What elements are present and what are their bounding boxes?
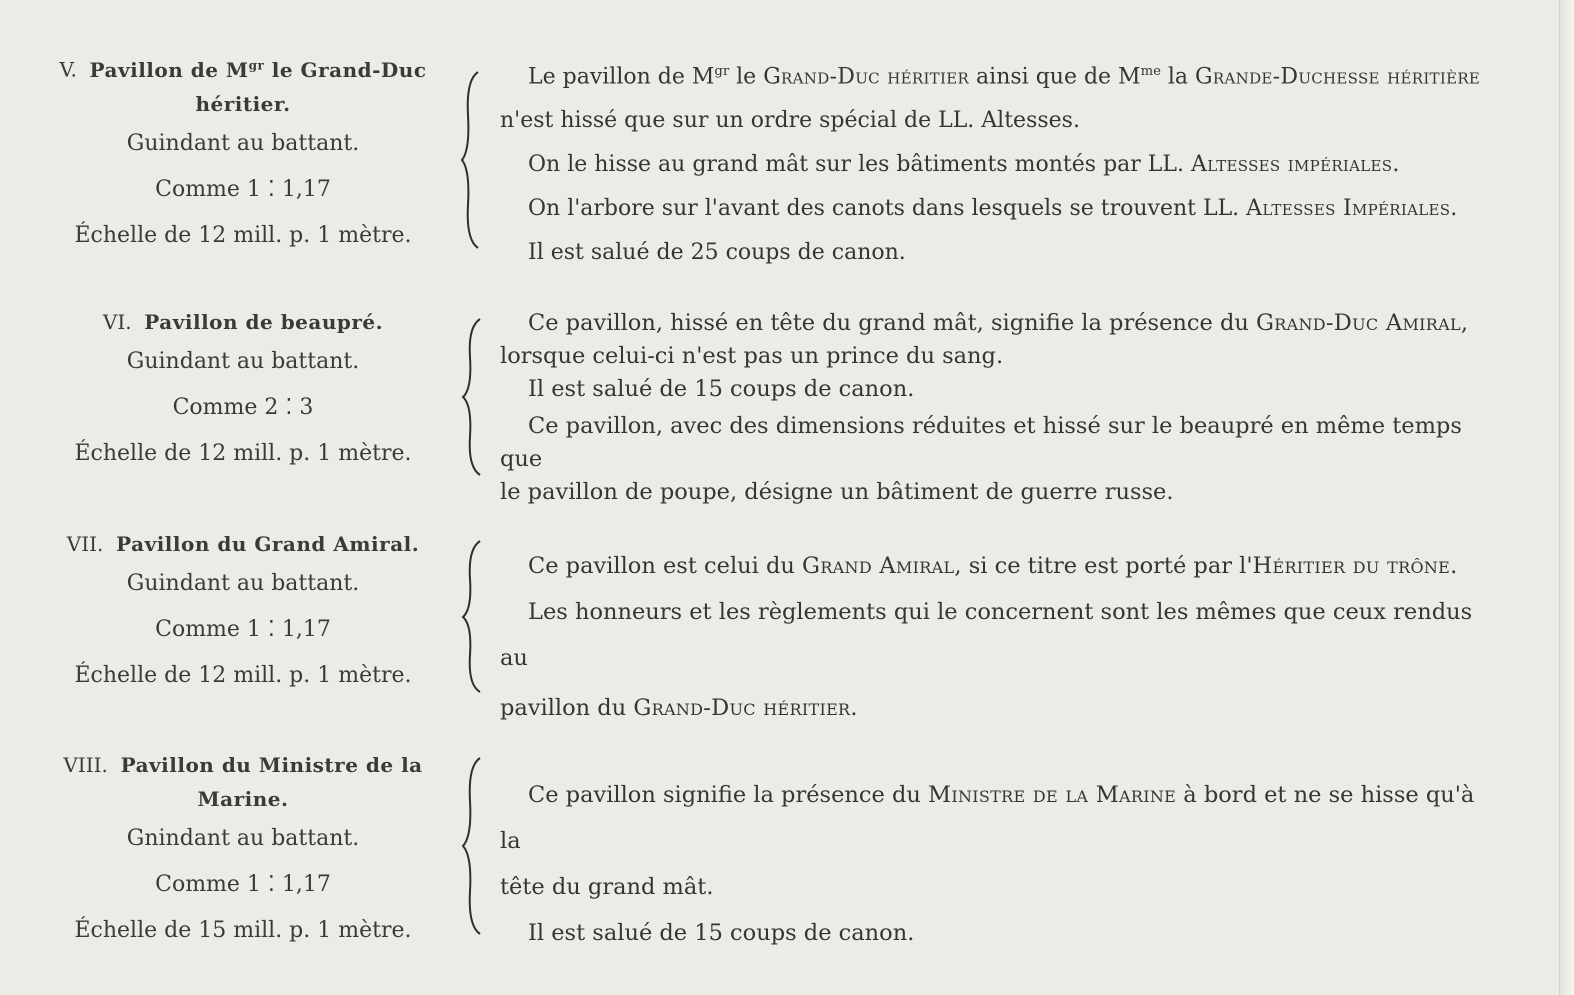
entry-vi	[0, 305, 1574, 505]
entry-vi-title: VI. Pavillon de beaupré.	[102, 310, 384, 334]
entry-vi-para-5: le pavillon de poupe, désigne un bâtiment de guerre russe.	[500, 479, 1174, 505]
entry-v-title: V. Pavillon de $M^{gr}$ le Grand-Duc	[59, 57, 427, 82]
entry-vi-caption	[28, 305, 458, 477]
entry-v-text	[500, 50, 1500, 275]
entry-viii-brace	[458, 756, 488, 936]
entry-vii-para-1: Ce pavillon est celui du Grand Amiral, si ce titre est porté par l'Héritier du trône.	[528, 553, 1458, 579]
entry-vii-title: VII. Pavillon du Grand Amiral.	[66, 532, 420, 556]
entry-viii-text	[500, 772, 1500, 956]
entry-vii-para-2: Les honneurs et les règlements qui le concernent sont les mêmes que ceux rendus au	[500, 599, 1473, 671]
entry-vi-para-3: Il est salué de 15 coups de canon.	[528, 376, 915, 402]
entry-v-brace	[458, 70, 488, 250]
entry-viii-caption	[28, 748, 458, 954]
entry-viii-ratio: Comme 1 ⁚ 1,17	[155, 872, 331, 897]
entry-v-para-2: n'est hissé que sur un ordre spécial de LL. Altesses.	[500, 108, 1080, 134]
entry-v-caption	[28, 48, 458, 259]
entry-vii-text	[500, 543, 1500, 731]
entry-vi-ratio: Comme 2 ⁚ 3	[172, 395, 314, 420]
entry-vi-para-1: Ce pavillon, hissé en tête du grand mât, signifie la présence du Grand-Duc Amiral,	[528, 310, 1469, 336]
entry-v-title-line2: héritier.	[195, 91, 291, 116]
entry-vii-para-3: pavillon du Grand-Duc héritier.	[500, 695, 858, 721]
entry-viii-title: VIII. Pavillon du Ministre de la	[63, 753, 423, 777]
entry-vii	[0, 527, 1574, 721]
entry-v-ratio: Comme 1 ⁚ 1,17	[155, 176, 331, 202]
entry-vii-ratio: Comme 1 ⁚ 1,17	[155, 617, 331, 642]
entry-v-scale: Échelle de 12 mill. p. 1 mètre.	[74, 222, 412, 248]
entry-vi-para-4: Ce pavillon, avec des dimensions réduites et hissé sur le beaupré en même temps que	[500, 413, 1462, 472]
entry-vii-caption	[28, 527, 458, 699]
entry-v-para-5: Il est salué de 25 coups de canon.	[528, 240, 906, 266]
entry-vi-guindant: Guindant au battant.	[126, 349, 360, 374]
entry-viii	[0, 748, 1574, 968]
entry-viii-scale: Échelle de 15 mill. p. 1 mètre.	[74, 918, 412, 943]
entry-v-guindant: Guindant au battant.	[126, 130, 360, 156]
entry-viii-para-3: Il est salué de 15 coups de canon.	[528, 920, 915, 946]
entry-v-para-1: Le pavillon de $M^{gr}$ le Grand-Duc héritier ainsi que de $M^{me}$ la Grande-Duchesse héritière	[528, 64, 1481, 90]
entry-vi-text	[500, 307, 1500, 509]
entry-vii-brace	[458, 539, 488, 694]
entry-vi-para-2: lorsque celui-ci n'est pas un prince du sang.	[500, 343, 1004, 369]
entry-vi-scale: Échelle de 12 mill. p. 1 mètre.	[74, 441, 412, 466]
entry-viii-guindant: Gnindant au battant.	[126, 826, 360, 851]
entry-viii-para-1: Ce pavillon signifie la présence du Ministre de la Marine à bord et ne se hisse qu'à la	[500, 782, 1475, 854]
entry-vi-brace	[458, 317, 488, 477]
entry-viii-para-2: tête du grand mât.	[500, 874, 714, 900]
entry-vii-scale: Échelle de 12 mill. p. 1 mètre.	[74, 663, 412, 688]
entry-vii-guindant: Guindant au battant.	[126, 571, 360, 596]
entry-viii-title-line2: Marine.	[197, 787, 289, 811]
entry-v	[0, 48, 1574, 268]
entry-v-para-4: On l'arbore sur l'avant des canots dans lesquels se trouvent LL. Altesses Impériales.	[528, 196, 1458, 222]
entry-v-para-3: On le hisse au grand mât sur les bâtiments montés par LL. Altesses impériales.	[528, 152, 1400, 178]
